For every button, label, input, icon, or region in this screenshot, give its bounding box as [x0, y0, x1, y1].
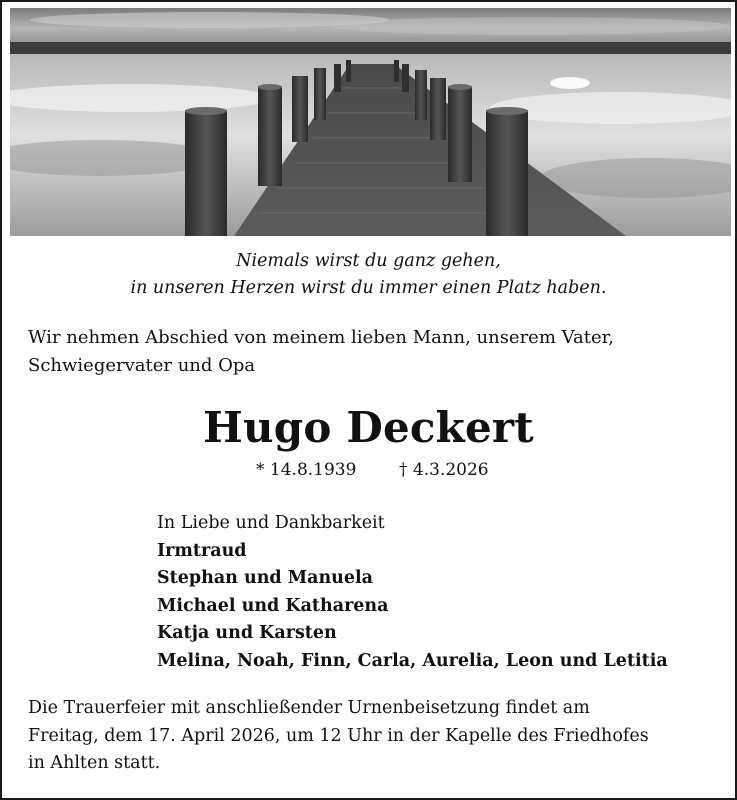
intro-line: Schwiegervater und Opa: [28, 355, 256, 376]
funeral-line: in Ahlten statt.: [28, 753, 161, 773]
mourner-name: Stephan und Manuela: [157, 568, 374, 588]
funeral-line: Die Trauerfeier mit anschließender Urnenbeisetzung findet am: [28, 698, 590, 718]
mourners-lead: In Liebe und Dankbarkeit: [157, 513, 385, 533]
funeral-details: [28, 695, 718, 778]
motto-line: Niemals wirst du ganz gehen,: [236, 251, 501, 271]
mourners-list: [157, 510, 668, 675]
mourner-name: Melina, Noah, Finn, Carla, Aurelia, Leon und Letitia: [157, 650, 668, 671]
birth-date: * 14.8.1939: [256, 460, 357, 480]
death-date: † 4.3.2026: [399, 460, 489, 480]
intro-line: Wir nehmen Abschied von meinem lieben Mann, unserem Vater,: [28, 327, 614, 348]
mourner-name: Michael und Katharena: [157, 595, 389, 616]
motto: [2, 248, 735, 302]
deceased-name: Hugo Deckert: [203, 403, 534, 452]
jetty-icon: [10, 8, 731, 236]
intro-text: [28, 324, 718, 380]
funeral-line: Freitag, dem 17. April 2026, um 12 Uhr in der Kapelle des Friedhofes: [28, 725, 649, 746]
mourner-name: Irmtraud: [157, 540, 247, 561]
mourner-name: Katja und Karsten: [157, 623, 337, 643]
motto-line: in unseren Herzen wirst du immer einen Platz haben.: [130, 278, 607, 298]
jetty-photo: [10, 8, 731, 236]
